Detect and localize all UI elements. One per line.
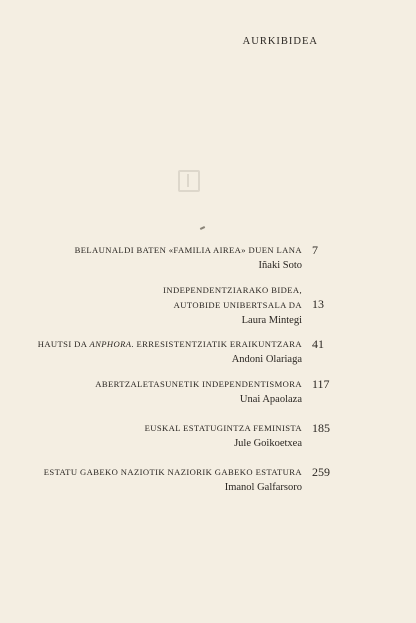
toc-entry-title-line2: AUTOBIDE UNIBERTSALA DA [173, 300, 302, 310]
toc-entry-1[interactable] [75, 243, 302, 273]
toc-entry-3[interactable] [38, 337, 302, 367]
toc-entry-title: BELAUNALDI BATEN «FAMILIA AIREA» DUEN LANA [74, 245, 302, 255]
toc-entry-author: Iñaki Soto [258, 260, 302, 271]
page-title: AURKIBIDEA [242, 36, 318, 47]
toc-entry-title: ESTATU GABEKO NAZIOTIK NAZIORIK GABEKO ESTATURA [43, 467, 302, 477]
toc-entry-2[interactable] [163, 283, 302, 328]
toc-entry-author: Unai Apaolaza [239, 394, 302, 405]
toc-entry-5[interactable] [145, 421, 302, 451]
toc-entry-page: 41 [312, 337, 324, 351]
toc-entry-6[interactable] [44, 465, 302, 495]
ink-mark [200, 226, 205, 230]
toc-entry-author: Imanol Galfarsoro [224, 482, 302, 493]
toc-entry-author: Laura Mintegi [241, 315, 302, 326]
bleed-through-emblem [178, 170, 200, 192]
toc-entry-author: Andoni Olariaga [231, 354, 302, 365]
toc-entry-title: EUSKAL ESTATUGINTZA FEMINISTA [144, 423, 302, 433]
toc-entry-title: ABERTZALETASUNETIK INDEPENDENTISMORA [95, 379, 302, 389]
toc-entry-page: 7 [312, 243, 318, 257]
toc-entry-4[interactable] [95, 377, 302, 407]
anphora-italic: ANPHORA [89, 339, 132, 349]
toc-entry-page: 117 [312, 377, 330, 391]
toc-entry-author: Jule Goikoetxea [234, 438, 302, 449]
toc-entry-page: 259 [312, 465, 330, 479]
toc-entry-title: HAUTSI DA ANPHORA. ERRESISTENTZIATIK ERAIKUNTZARA [37, 339, 302, 349]
toc-entry-title-line1: INDEPENDENTZIARAKO BIDEA, [163, 285, 302, 295]
toc-entry-page: 13 [312, 297, 324, 311]
toc-entry-page: 185 [312, 421, 330, 435]
